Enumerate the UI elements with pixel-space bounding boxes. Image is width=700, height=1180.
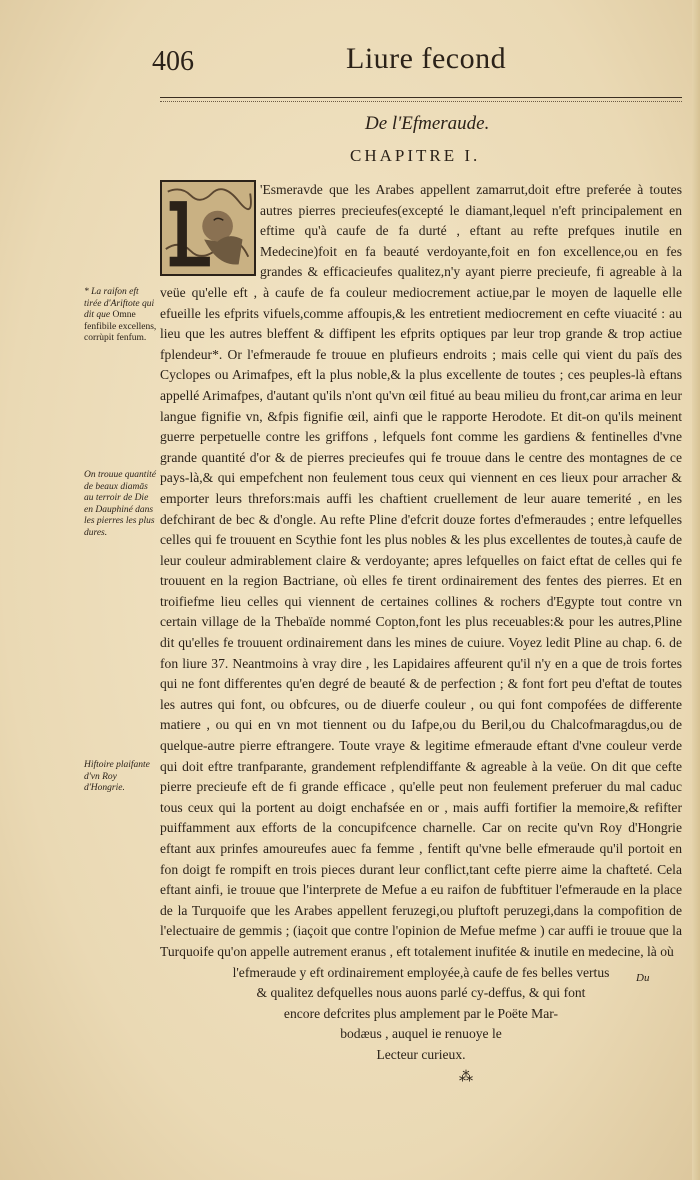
header-ornament-rule (160, 101, 682, 102)
closing-line-2: & qualitez defquelles nous auons parlé cy-deffus, & qui font (256, 985, 586, 1001)
page-number: 406 (152, 46, 194, 77)
margin-note-1-text: * La raifon eft tirée d'Ariftote qui dit que (84, 287, 155, 320)
margin-note-2: On trouue quantité de beaux diamās au terroir de Die en Dauphiné dans les pierres les plus dures. (84, 470, 156, 538)
section-title: De l'Efmeraude. (365, 113, 490, 134)
closing-line-4: bodæus , auquel ie renuoye le (340, 1026, 502, 1042)
margin-note-1-quote: Omne fenfibile excellens, corrùpit fenfum. (84, 310, 157, 343)
chapter-heading: CHAPITRE I. (350, 146, 481, 165)
margin-note-1 (84, 287, 158, 345)
header-rule (160, 97, 682, 98)
initial-spacer (160, 180, 260, 280)
body-paragraph: 'Esmeravde que les Arabes appellent zamarrut,doit eftre preferée à toutes autres pierres precieufes(excepté le diamant,lequel n'eft principalement en eftime qu'à caufe de fa durté , eftant au refte prefques inutile en Medecine)foit en fa beauté verdoyante,foit en fon excellence,ou en fes grandes & efficacieufes qualitez,n'y ayant pierre precieufe, fi agreable à la veüe qu'elle eft , à caufe de fa couleur mediocrement actiue,par le moyen de laquelle elle efueille les efprits vifuels,comme affoupis,& les entretient mediocrement en cefte viuacité : au lieu que les autres bleffent & diffipent les efprits optiques par leur trop grande & trop actiue fplendeur*. Or l'efmeraude fe trouue en plufieurs endroits ; mais celle qui vient du païs des Cyclopes ou Arimafpes, eft la plus noble,& la plus excellente de toutes ; ces peuples-là eftans appellé Arimafpes, d'autant qu'ils n'ont qu'vn œil fitué au beau milieu du front,car arima en leur langue fignifie vn, &fpis fignifie œil, ainfi que le rapporte Herodote. Et dit-on qu'ils meinent guerre perpetuelle contre les griffons , lefquels font comme les gardiens & fentinelles d'vne grande quantité d'or & de pierres precieufes qui fe trouue dans le centre des montagnes de ce pays-là,& qui empefchent non feulement tous ceux qui viennent en ces lieux pour arracher & emporter leurs threfors:mais auffi les chaftient cruellement de leur auare temerité , en les defchirant de bec & d'ongle. Au refte Pline d'efcrit douze fortes d'efmeraudes ; entre lefquelles celles qui fe trouuent en Scythie font les plus nobles & les plus excellentes de toutes,à caufe de leur couleur admirablement claire & verdoyante; apres lefquelles on faict eftat de celles qui fe trouuent en la region Bactriane, où elles fe tirent ordinairement des fentes des pierres. Et en troifiefme lieu celles qui viennent de certaines collines & rochers d'Egypte tout contre vn certain village de la Thebaïde nommé Copton,font les plus receuables:& pour les autres,Pline dit qu'elles fe trouuent ordinairement dans les mines de cuiure. Voyez ledit Pline au chap. 6. de fon liure 37. Neantmoins à vray dire , les Lapidaires affeurent qu'il n'y en a que de trois fortes qui ne font differentes qu'en degré de beauté & de perfection ; & font fort peu d'eftat de toutes les autres qui font, ou obfcures, ou de diuerfe couleur , ou qui font compofées de differente matiere , ou qui en vn mot tiennent ou du Iafpe,ou du Beril,ou du Chalcofmaragdus,ou de quelque-autre pierre eftrangere. Toute vraye & legitime efmeraude eftant d'vne couleur verde qui doit eftre tranfparante, grandement refplendiffante & agreable à la veüe. On dit que cefte pierre precieufe eft de fi grande efficace , qu'elle peut non feulement preferuer du mal caduc tous ceux qui la portent au doigt enchafsée en or , mais auffi fortifier la memoire,& refifter puiffamment aux efforts de la concupifcence charnelle. Car on recite qu'vn Roy d'Hongrie eftant aux prinfes amoureufes auec fa femme , fentift qu'vne belle efmeraude qu'il portoit en fon doigt fe rompift en trois pieces durant leur conflict,tant cefte pierre aime la chafteté. Cela eftant ainfi, ie trouue que l'interprete de Mefue a eu raifon de fubftituer l'efmeraude en la place de la Turquoife que les Arabes appellent feruzegi,ou pluftoft peruzegi,dans la compofition de l'electuaire de gemmis ; (iaçoit que contre l'opinion de Mefue mefme ) car auffi ie trouue que la Turquoife qu'on appelle autrement eranus , eft totalement inufitée & inutile en medecine, là où (160, 182, 682, 959)
asterism-ornament: ⁂ (459, 1069, 473, 1085)
running-head: Liure fecond (346, 42, 507, 75)
closing-line-5: Lecteur curieux. (376, 1046, 466, 1062)
closing-line-3: encore defcrites plus amplement par le Poëte Mar- (283, 1005, 559, 1021)
body-text-block (160, 180, 682, 1088)
page-edge (692, 0, 700, 1180)
closing-lines (160, 963, 682, 1066)
margin-note-3: Hiftoire plaifante d'vn Roy d'Hongrie. (84, 760, 150, 793)
catchword: Du (636, 972, 650, 984)
closing-line-1: l'efmeraude y eft ordinairement employée,à caufe de fes belles vertus (232, 964, 610, 980)
